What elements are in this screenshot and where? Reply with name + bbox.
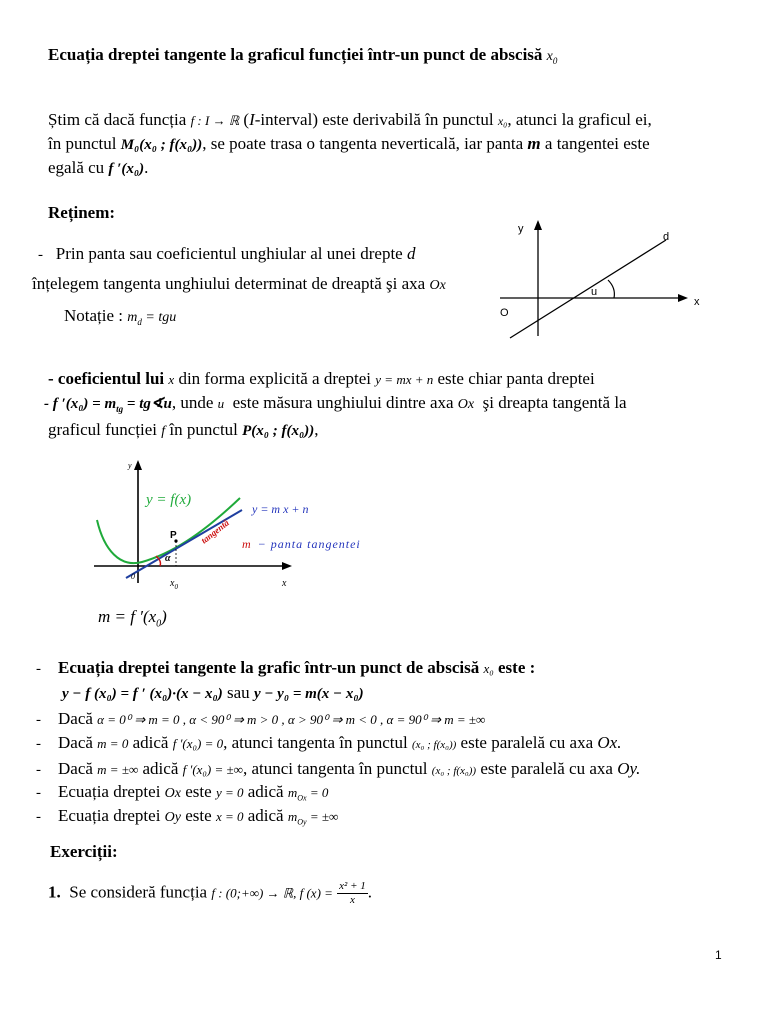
title-var: $x_0$	[546, 49, 558, 66]
fig1-y-label: y	[518, 223, 524, 235]
fig2-x0-label: $x_0$	[170, 578, 178, 591]
fig2-x-label: x	[282, 578, 287, 589]
retinem-line-1: - Prin panta sau coeficientul unghiular al unei drepte d	[38, 244, 416, 263]
fig2-m-panta-label: m − panta tangentei	[242, 537, 361, 551]
fig1-x-arrow	[678, 294, 688, 302]
fact-6: - Ecuația dreptei Oy este x = 0 adică $m_{Oy}$ = ±∞	[36, 806, 339, 827]
figure-line-angle	[480, 218, 720, 348]
fact-5: - Ecuația dreptei Ox este y = 0 adică $m_{Ox} = 0$	[36, 782, 329, 803]
fact-3: - Dacă m = 0 adică f ′(x₀) = 0, atunci tangenta în punctul (x₀ ; f(x₀)) este paralelă cu axa Ox.	[36, 733, 622, 752]
fig2-alpha-label: α	[165, 553, 171, 564]
exercise-1: 1. Se consideră funcția f : (0;+∞) → ℝ, f (x) = $\frac{\text{x² + 1}}{x}$ .	[48, 880, 373, 906]
fig2-tangent-label: tangentă	[199, 517, 231, 546]
fig1-d-label: d	[663, 231, 670, 243]
fact-2: - Dacă α = 0⁰ ⇒ m = 0 , α < 90⁰ ⇒ m > 0 , α > 90⁰ ⇒ m < 0 , α = 90⁰ ⇒ m = ±∞	[36, 709, 486, 728]
fig2-line-label: y = m x + n	[252, 502, 309, 516]
figure-tangent	[90, 458, 410, 598]
fig1-line-d	[510, 240, 666, 338]
fig2-origin-label: 0	[131, 572, 135, 581]
fig2-curve-label: y = f(x)	[146, 492, 192, 508]
fig2-x-arrow	[282, 562, 292, 570]
page-number: 1	[715, 948, 722, 962]
fig1-u-label: u	[591, 286, 598, 298]
retinem-line-2: înțelegem tangenta unghiului determinat de dreaptă şi axa Ox	[32, 274, 446, 293]
fact-4: - Dacă m = ±∞ adică f ′(x₀) = ±∞, atunci tangenta în punctul (x₀ ; f(x₀)) este paralelă cu axa Oy.	[36, 759, 641, 778]
retinem-heading: Reținem:	[48, 203, 116, 222]
fig1-x-label: x	[694, 296, 700, 308]
intro-line-1: Știm că dacă funcția f : I → ℝ (I-interval) este derivabilă în punctul x₀, atunci la graficul ei,	[48, 110, 652, 129]
page-title	[48, 45, 557, 71]
exercise-1-fraction: $\frac{\text{x² + 1}}{x}$	[339, 880, 366, 906]
fig2-point-label: P	[170, 530, 177, 541]
fig1-origin-label: O	[500, 307, 509, 319]
fact-1-equation: y − f (x₀) = f ′ (x₀)·(x − x₀) sau y − y₀ = m(x − x₀)	[62, 683, 364, 702]
coef-line-3: graficul funcției f în punctul P(x₀ ; f(x₀)),	[48, 420, 319, 439]
fig2-y-label: y	[128, 461, 132, 470]
title-text: Ecuația dreptei tangente la graficul funcției într-un punct de abscisă	[48, 45, 543, 64]
fig2-y-arrow	[134, 460, 142, 470]
coef-line-1: - coeficientul lui x din forma explicită a dreptei y = mx + n este chiar panta dreptei	[48, 369, 595, 388]
coef-line-2: - f $'(x_0) = m_{tg}$ = tg∢u, unde u este măsura unghiului dintre axa Ox şi dreapta tangentă la	[44, 393, 627, 414]
fig1-y-arrow	[534, 220, 542, 230]
slope-formula: m = f $'(x_0)$	[98, 607, 167, 630]
exercises-heading: Exerciții:	[50, 842, 118, 861]
fact-1: - Ecuația dreptei tangente la grafic într-un punct de abscisă x₀ este :	[36, 658, 536, 677]
intro-line-3: egală cu f ′(x₀).	[48, 158, 149, 177]
notatie-line: Notație : $m_d$ = tgu	[64, 306, 177, 327]
intro-line-2: în punctul M₀(x₀ ; f(x₀)), se poate trasa o tangenta neverticală, iar panta m a tangentei este	[48, 134, 650, 153]
fig1-angle-arc	[608, 280, 614, 298]
